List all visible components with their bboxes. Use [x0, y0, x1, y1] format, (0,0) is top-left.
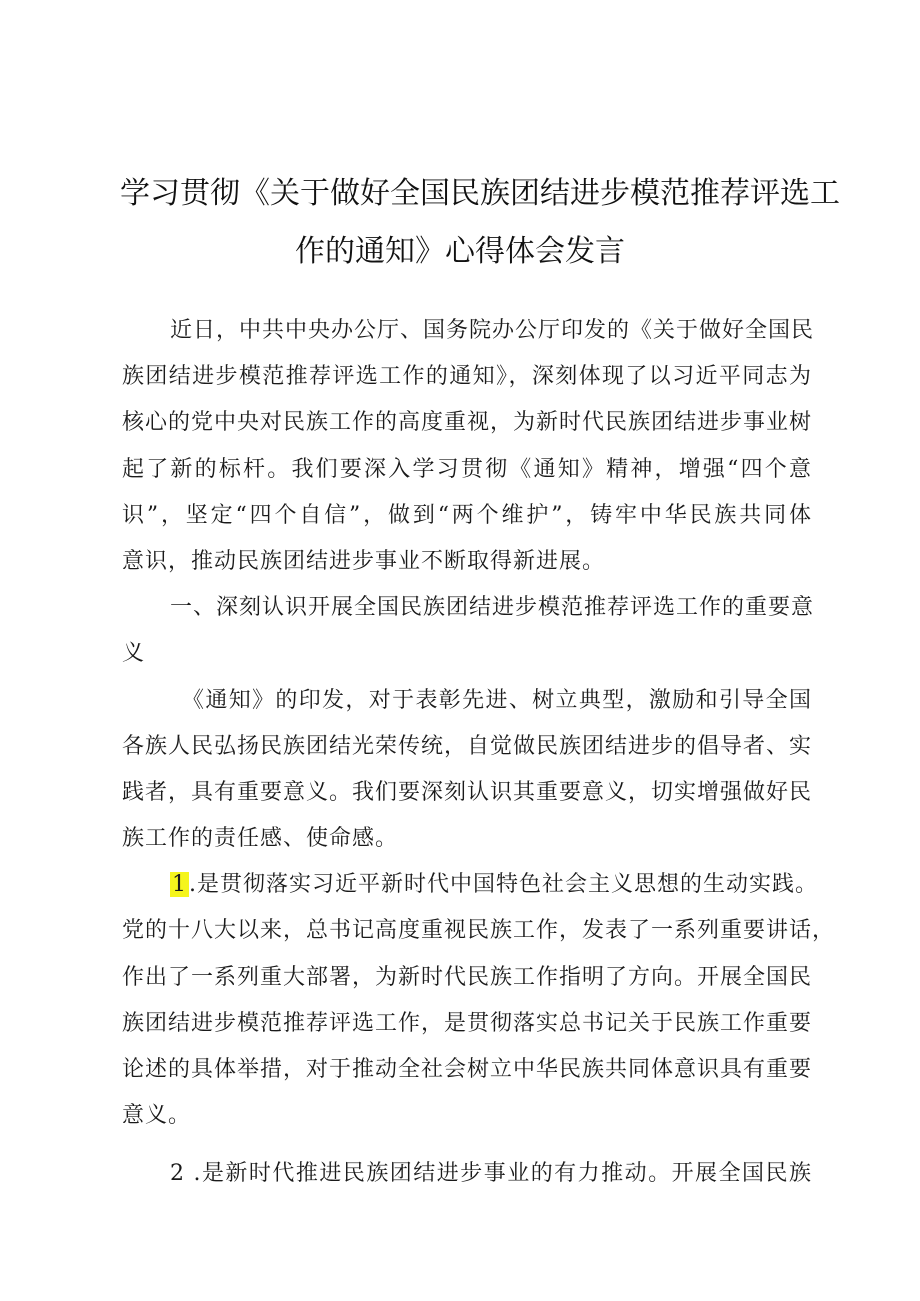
text-line: 族工作的责任感、使命感。	[122, 826, 399, 852]
title-line-2: 作的通知》心得体会发言	[295, 234, 625, 269]
text-line: 《通知》的印发，对于表彰先进、树立典型，激励和引导全国	[182, 687, 812, 713]
text-line: 意识，推动民族团结进步事业不断取得新进展。	[122, 548, 606, 574]
text-line: 核心的党中央对民族工作的高度重视，为新时代民族团结进步事业树	[122, 410, 813, 436]
paragraph-significance	[122, 678, 812, 863]
text-line: 各族人民弘扬民族团结光荣传统，自觉做民族团结进步的倡导者、实	[122, 733, 813, 759]
heading-line: 义	[122, 641, 146, 667]
heading-line: 一、深刻认识开展全国民族团结进步模范推荐评选工作的重要意	[170, 595, 815, 621]
point-2	[122, 1151, 812, 1197]
text-line	[122, 862, 818, 908]
text-line: 识”，坚定“四个自信”，做到“两个维护”，铸牢中华民族共同体	[122, 502, 812, 528]
point-1	[122, 862, 836, 1139]
text-line: 践者，具有重要意义。我们要深刻认识其重要意义，切实增强做好民	[122, 779, 813, 805]
section-heading-1	[122, 585, 815, 677]
paragraph-intro	[122, 308, 815, 585]
document-title	[120, 165, 840, 281]
text-line: 2 .是新时代推进民族团结进步事业的有力推动。开展全国民族	[170, 1161, 812, 1187]
body-text	[122, 308, 836, 1198]
text-line: 论述的具体举措，对于推动全社会树立中华民族共同体意识具有重要	[122, 1057, 813, 1082]
text-line: 起了新的标杆。我们要深入学习贯彻《通知》精神，增强“四个意	[122, 456, 812, 482]
text-line: 意义。	[122, 1103, 192, 1129]
text-line: 作出了一系列重大部署，为新时代民族工作指明了方向。开展全国民	[122, 964, 813, 990]
text-line: 党的十八大以来，总书记高度重视民族工作，发表了一系列重要讲话，	[122, 918, 836, 944]
title-line-1: 学习贯彻《关于做好全国民族团结进步模范推荐评选工	[120, 176, 840, 211]
point-1-lead: .是贯彻落实习近平新时代中国特色社会主义思想的生动实践。	[189, 872, 818, 898]
text-line: 近日，中共中央办公厅、国务院办公厅印发的《关于做好全国民	[170, 318, 815, 343]
text-line: 族团结进步模范推荐评选工作的通知》，深刻体现了以习近平同志为	[122, 364, 812, 390]
text-line: 族团结进步模范推荐评选工作，是贯彻落实总书记关于民族工作重要	[122, 1010, 813, 1036]
highlighted-number: 1	[172, 872, 187, 898]
